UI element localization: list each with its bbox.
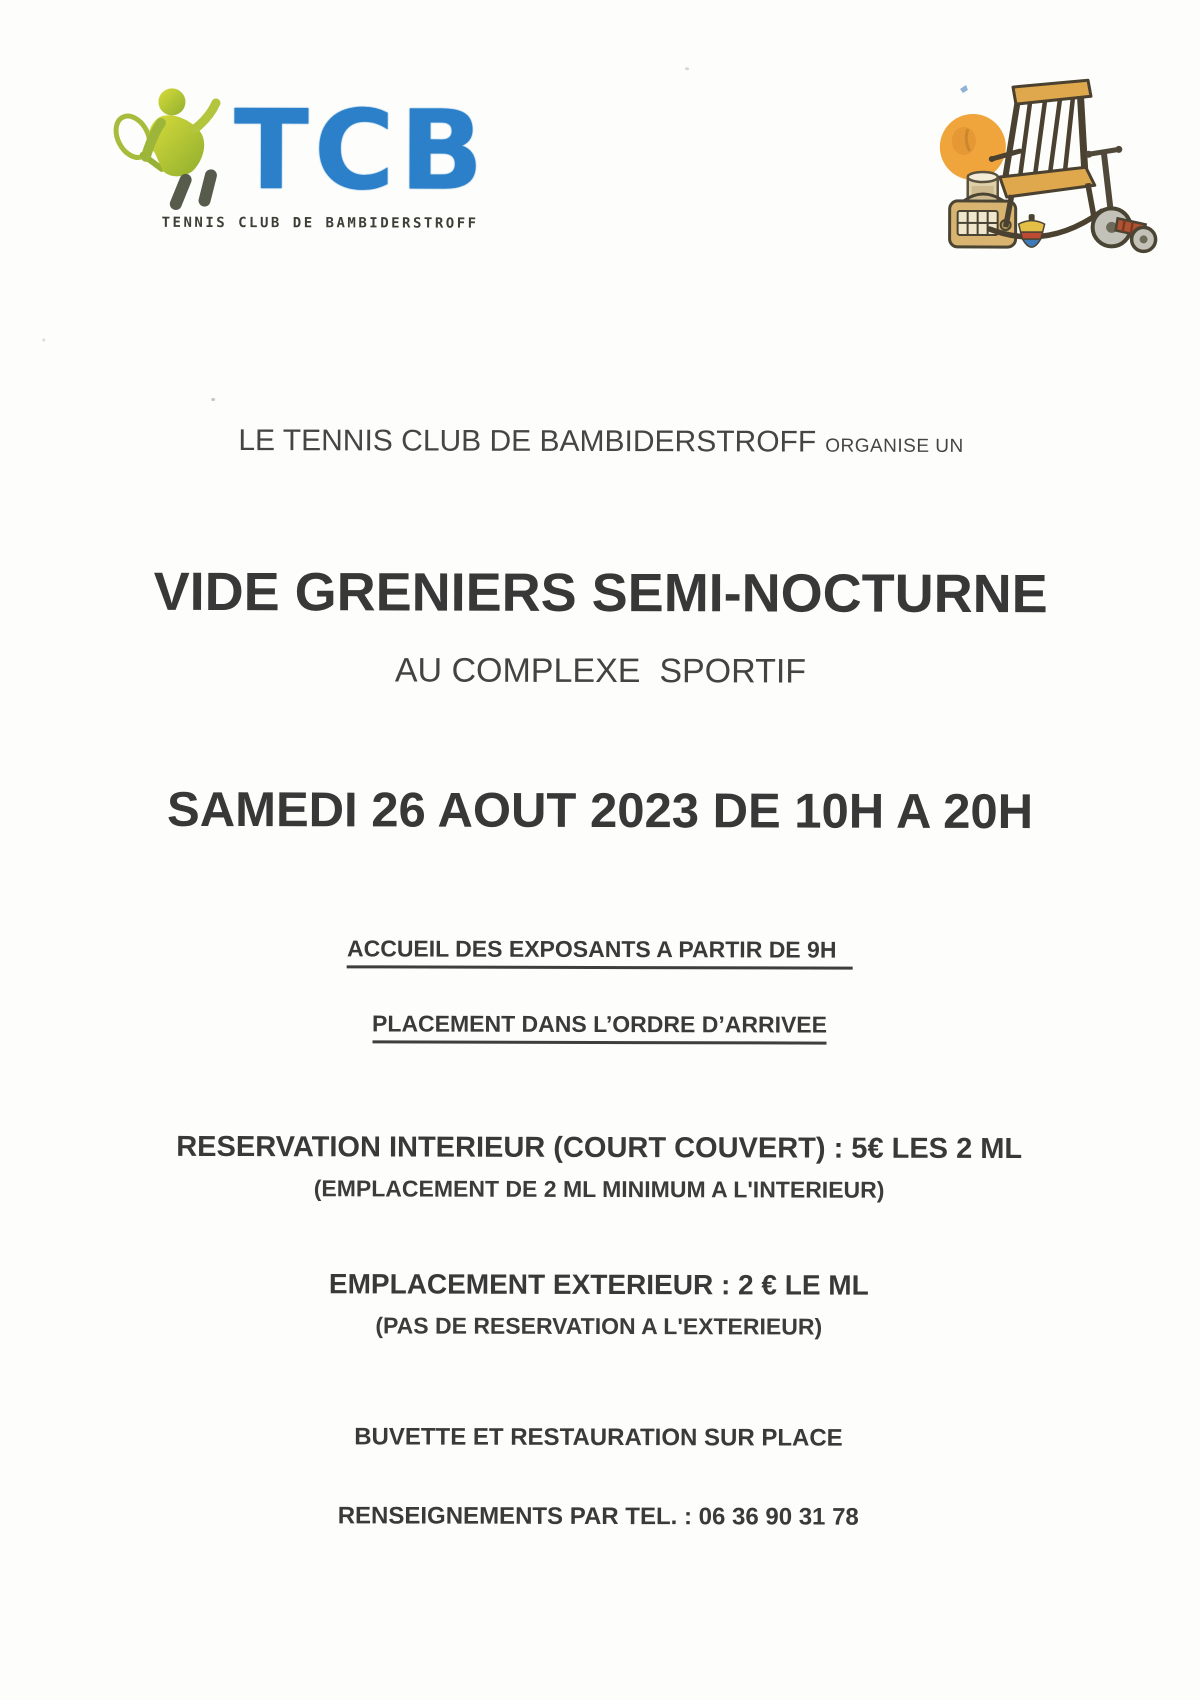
indoor-pricing-note: (EMPLACEMENT DE 2 ML MINIMUM A L'INTERIEUR)	[0, 1174, 1199, 1204]
indoor-pricing-heading: RESERVATION INTERIEUR (COURT COUVERT) : 5€ LES 2 ML	[0, 1130, 1199, 1166]
event-venue: AU COMPLEXE SPORTIF	[0, 650, 1200, 692]
contact-line: RENSEIGNEMENTS PAR TEL. : 06 36 90 31 78	[0, 1501, 1198, 1532]
placement-rule-text: PLACEMENT DANS L’ORDRE D’ARRIVEE	[372, 1010, 827, 1044]
outdoor-pricing-heading: EMPLACEMENT EXTERIEUR : 2 € LE ML	[0, 1267, 1199, 1302]
scan-speck	[42, 339, 45, 342]
placement-rule-line	[0, 1009, 1200, 1045]
organizer-suffix: ORGANISE UN	[825, 436, 964, 457]
clipart-blue-speck	[960, 85, 968, 93]
exhibitors-welcome-line	[0, 934, 1200, 970]
event-datetime: SAMEDI 26 AOUT 2023 DE 10H A 20H	[0, 781, 1200, 840]
flea-market-clipart-icon	[892, 59, 1163, 257]
outdoor-pricing-note: (PAS DE RESERVATION A L'EXTERIEUR)	[0, 1311, 1199, 1341]
exhibitors-welcome-text: ACCUEIL DES EXPOSANTS A PARTIR DE 9H	[347, 935, 853, 969]
organizer-line	[1, 423, 1200, 460]
logo-acronym: TCB	[234, 95, 489, 206]
logo-club-name: TENNIS CLUB DE BAMBIDERSTROFF	[162, 215, 562, 232]
event-title: VIDE GRENIERS SEMI-NOCTURNE	[1, 560, 1200, 625]
scan-speck	[211, 398, 215, 401]
scan-speck	[685, 67, 689, 70]
refreshments-line: BUVETTE ET RESTAURATION SUR PLACE	[0, 1422, 1198, 1453]
tennis-player-icon	[105, 85, 237, 217]
organizer-main: LE TENNIS CLUB DE BAMBIDERSTROFF	[238, 424, 816, 459]
